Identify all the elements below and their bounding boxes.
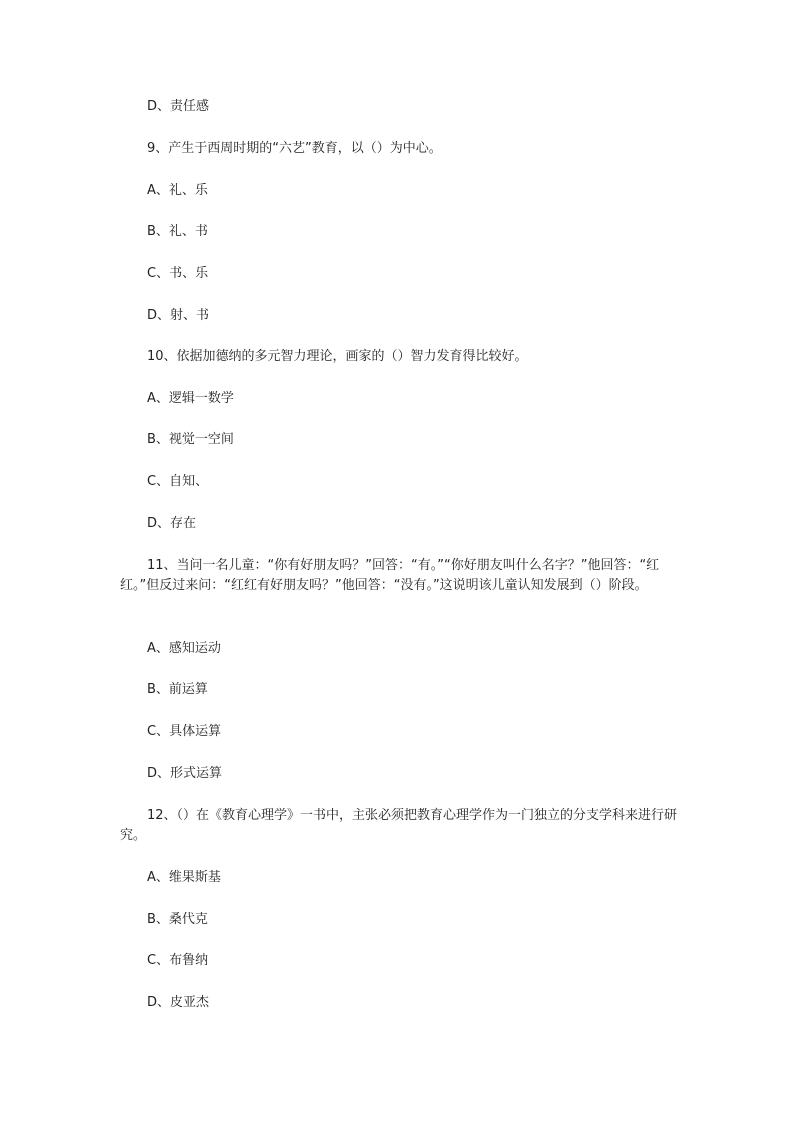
q9-stem: 9、产生于西周时期的“六艺”教育，以（）为中心。 xyxy=(147,141,442,156)
q11-option-a: A、感知运动 xyxy=(147,641,221,656)
q11-option-d: D、形式运算 xyxy=(147,766,223,781)
q9-option-c: C、书、乐 xyxy=(147,266,209,281)
q11-stem-text: 11、当问一名儿童：“你有好朋友吗？”回答：“有。”“你好朋友叫什么名字？”他回答：“红红。”但反过来问：“红红有好朋友吗？”他回答：“没有。”这说明该儿童认知发展到（）阶段。 xyxy=(120,558,660,593)
q12-option-d: D、皮亚杰 xyxy=(147,995,210,1010)
q11-option-c: C、具体运算 xyxy=(147,724,222,739)
q8-option-d: D、责任感 xyxy=(147,99,210,114)
q10-stem: 10、依据加德纳的多元智力理论，画家的（）智力发育得比较好。 xyxy=(147,349,528,364)
q12-stem xyxy=(120,806,680,846)
q11-stem xyxy=(120,556,680,596)
q9-option-d: D、射、书 xyxy=(147,308,210,323)
q12-stem-text: 12、（）在《教育心理学》一书中，主张必须把教育心理学作为一门独立的分支学科来进行研究。 xyxy=(120,808,678,843)
q10-option-a: A、逻辑一数学 xyxy=(147,391,234,406)
q10-option-d: D、存在 xyxy=(147,516,197,531)
q11-option-b: B、前运算 xyxy=(147,682,208,697)
q10-option-c: C、自知、 xyxy=(147,474,209,489)
q9-option-a: A、礼、乐 xyxy=(147,183,208,198)
q9-option-b: B、礼、书 xyxy=(147,224,208,239)
q12-option-a: A、维果斯基 xyxy=(147,870,221,885)
q12-option-b: B、桑代克 xyxy=(147,912,208,927)
q10-option-b: B、视觉一空间 xyxy=(147,432,234,447)
q12-option-c: C、布鲁纳 xyxy=(147,953,209,968)
